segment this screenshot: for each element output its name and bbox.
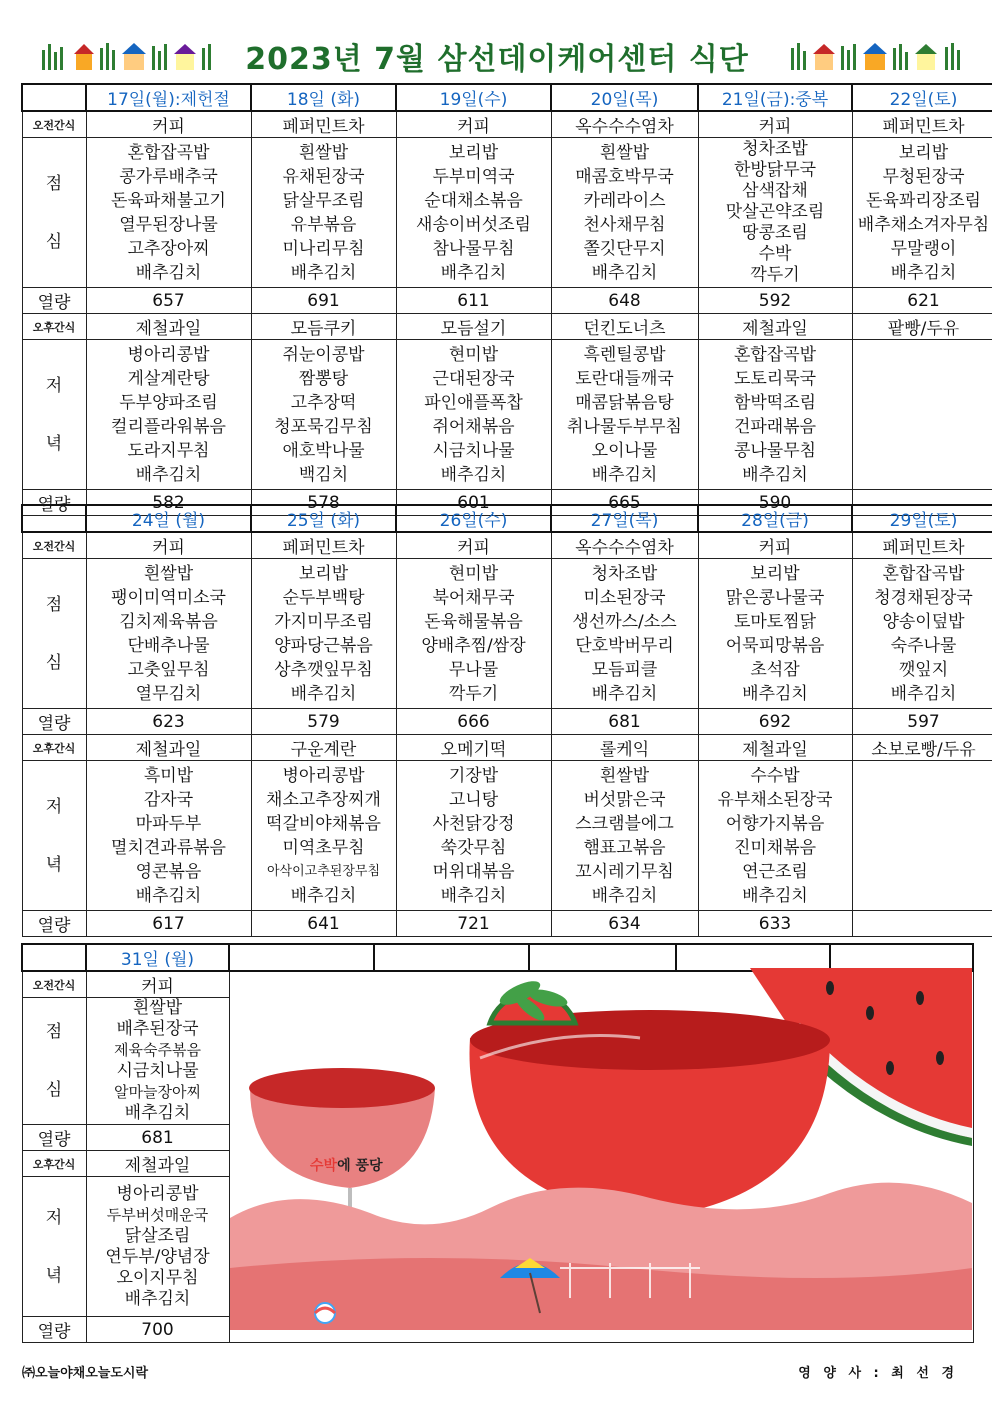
lunch-calorie: 657 [86, 288, 251, 314]
page-title: 2023년 7월 삼선데이케어센터 식단 [245, 42, 749, 77]
dinner-menu: 흰쌀밥 버섯맑은국 스크램블에그 햄표고볶음 꼬시레기무침 배추김치 [551, 761, 698, 911]
pm-snack-label: 오후간식 [22, 1151, 86, 1177]
dinner-calorie: 721 [396, 911, 551, 937]
dinner-calorie: 641 [251, 911, 396, 937]
day-header: 17일(월):제헌절 [86, 84, 251, 111]
calorie-label: 열량 [22, 911, 86, 937]
dinner-label: 저 녁 [22, 340, 86, 490]
lunch-menu: 청차조밥 미소된장국 생선까스/소스 단호박버무리 모듬피클 배추김치 [551, 559, 698, 709]
am-snack: 커피 [86, 971, 229, 998]
dinner-label: 저 녁 [22, 761, 86, 911]
dinner-menu: 흑미밥 감자국 마파두부 멸치견과류볶음 영콘볶음 배추김치 [86, 761, 251, 911]
lunch-menu: 혼합잡곡밥 콩가루배추국 돈육파채불고기 열무된장나물 고추장아찌 배추김치 [86, 138, 251, 288]
lunch-menu: 보리밥 맑은콩나물국 토마토찜닭 어묵피망볶음 초석잠 배추김치 [698, 559, 852, 709]
header [20, 30, 974, 76]
week-1-table [21, 83, 992, 516]
dinner-menu: 흑렌틸콩밥 토란대들깨국 매콤닭볶음탕 취나물두부무침 오이나물 배추김치 [551, 340, 698, 490]
beach-ball-icon [315, 1303, 335, 1323]
day-header: 24일 (월) [86, 505, 251, 532]
lunch-calorie: 681 [86, 1125, 229, 1151]
day-header: 28일(금) [698, 505, 852, 532]
dinner-calorie: 634 [551, 911, 698, 937]
calorie-label: 열량 [22, 288, 86, 314]
lunch-calorie: 579 [251, 709, 396, 735]
dinner-calorie: 582 [86, 490, 251, 516]
calorie-label: 열량 [22, 1317, 86, 1343]
caption-rest: 에 풍당 [337, 1158, 383, 1174]
lunch-menu: 흰쌀밥 매콤호박무국 카레라이스 천사채무침 쫄깃단무지 배추김치 [551, 138, 698, 288]
am-snack: 커피 [698, 111, 852, 138]
dinner-calorie: 665 [551, 490, 698, 516]
am-snack: 페퍼민트차 [251, 532, 396, 559]
day-header: 19일(수) [396, 84, 551, 111]
day-header: 27일(목) [551, 505, 698, 532]
watermelon-illustration [230, 968, 972, 1330]
am-snack-label: 오전간식 [22, 971, 86, 998]
dinner-calorie: 590 [698, 490, 852, 516]
lunch-calorie: 692 [698, 709, 852, 735]
village-decoration-icon [787, 38, 962, 72]
day-header: 22일(토) [852, 84, 992, 111]
lunch-menu: 보리밥 무청된장국 돈육꽈리장조림 배추채소겨자무침 무말랭이 배추김치 [852, 138, 992, 288]
corner-cell [22, 505, 86, 532]
empty-day-header [229, 944, 374, 971]
dietitian-name: 영 양 사 : 최 선 경 [798, 1366, 958, 1381]
lunch-menu: 흰쌀밥 유채된장국 닭살무조림 유부볶음 미나리무침 배추김치 [251, 138, 396, 288]
corner-cell [22, 944, 86, 971]
juice-glass-icon [249, 1068, 435, 1223]
caption-highlight: 수박 [310, 1158, 338, 1174]
pm-snack: 제철과일 [86, 735, 251, 761]
company-name: ㈜오늘야채오늘도시락 [22, 1366, 149, 1381]
empty-day-header [676, 944, 830, 971]
svg-text:수박에 풍당 [310, 1157, 383, 1174]
dinner-menu: 병아리콩밥 게살계란탕 두부양파조림 컬리플라워볶음 도라지무침 배추김치 [86, 340, 251, 490]
calorie-label: 열량 [22, 1125, 86, 1151]
lunch-calorie: 623 [86, 709, 251, 735]
lunch-menu: 혼합잡곡밥 청경채된장국 양송이덮밥 숙주나물 깻잎지 배추김치 [852, 559, 992, 709]
lunch-menu: 현미밥 북어채무국 돈육해물볶음 양배추찜/쌈장 무나물 깍두기 [396, 559, 551, 709]
lunch-calorie: 611 [396, 288, 551, 314]
dinner-menu: 혼합잡곡밥 도토리묵국 함박떡조림 건파래볶음 콩나물무침 배추김치 [698, 340, 852, 490]
day-header: 26일(수) [396, 505, 551, 532]
am-snack: 커피 [396, 532, 551, 559]
pm-snack: 제철과일 [86, 314, 251, 340]
pm-snack: 제철과일 [698, 735, 852, 761]
am-snack: 페퍼민트차 [852, 532, 992, 559]
lunch-menu: 청차조밥 한방닭무국 삼색잡채 맛살곤약조림 땅콩조림 수박 깍두기 [698, 138, 852, 288]
dinner-menu: 병아리콩밥 두부버섯매운국 닭살조림 연두부/양념장 오이지무침 배추김치 [86, 1177, 229, 1317]
calorie-label: 열량 [22, 709, 86, 735]
dinner-menu: 기장밥 고니탕 사천닭강정 쑥갓무침 머위대볶음 배추김치 [396, 761, 551, 911]
am-snack: 옥수수수염차 [551, 111, 698, 138]
am-snack: 페퍼민트차 [852, 111, 992, 138]
pm-snack-label: 오후간식 [22, 735, 86, 761]
dinner-menu: 쥐눈이콩밥 짬뽕탕 고추장떡 청포묵김무침 애호박나물 백김치 [251, 340, 396, 490]
corner-cell [22, 84, 86, 111]
empty-day-header [374, 944, 529, 971]
dinner-calorie [852, 911, 992, 937]
pm-snack: 팥빵/두유 [852, 314, 992, 340]
dinner-menu: 현미밥 근대된장국 파인애플폭찹 쥐어채볶음 시금치나물 배추김치 [396, 340, 551, 490]
dinner-menu-empty [852, 761, 992, 911]
dinner-calorie: 633 [698, 911, 852, 937]
lunch-menu: 보리밥 두부미역국 순대채소볶음 새송이버섯조림 참나물무침 배추김치 [396, 138, 551, 288]
pm-snack: 모듬쿠키 [251, 314, 396, 340]
am-snack: 페퍼민트차 [251, 111, 396, 138]
pm-snack-label: 오후간식 [22, 314, 86, 340]
lunch-label: 점 심 [22, 998, 86, 1125]
am-snack: 커피 [698, 532, 852, 559]
lunch-label: 점 심 [22, 138, 86, 288]
pm-snack: 롤케익 [551, 735, 698, 761]
dinner-calorie: 617 [86, 911, 251, 937]
pm-snack: 구운계란 [251, 735, 396, 761]
dinner-calorie: 601 [396, 490, 551, 516]
dinner-menu: 병아리콩밥 채소고추장찌개 떡갈비야채볶음 미역초무침 아삭이고추된장무침 배추김치 [251, 761, 396, 911]
dinner-label: 저 녁 [22, 1177, 86, 1317]
day-header: 18일 (화) [251, 84, 396, 111]
pm-snack: 던킨도너츠 [551, 314, 698, 340]
am-snack: 커피 [86, 111, 251, 138]
calorie-label: 열량 [22, 490, 86, 516]
day-header: 25일 (화) [251, 505, 396, 532]
lunch-calorie: 681 [551, 709, 698, 735]
pm-snack: 제철과일 [86, 1151, 229, 1177]
lunch-calorie: 597 [852, 709, 992, 735]
dinner-calorie: 700 [86, 1317, 229, 1343]
am-snack-label: 오전간식 [22, 532, 86, 559]
lunch-label: 점 심 [22, 559, 86, 709]
pm-snack: 소보로빵/두유 [852, 735, 992, 761]
day-header: 21일(금):중복 [698, 84, 852, 111]
lunch-menu: 흰쌀밥 배추된장국 제육숙주볶음 시금치나물 알마늘장아찌 배추김치 [86, 998, 229, 1125]
pm-snack: 모듬설기 [396, 314, 551, 340]
dinner-calorie: 578 [251, 490, 396, 516]
lunch-calorie: 691 [251, 288, 396, 314]
dinner-menu: 수수밥 유부채소된장국 어향가지볶음 진미채볶음 연근조림 배추김치 [698, 761, 852, 911]
pm-snack: 오메기떡 [396, 735, 551, 761]
am-snack-label: 오전간식 [22, 111, 86, 138]
day-header: 29일(토) [852, 505, 992, 532]
empty-day-header [529, 944, 676, 971]
empty-day-header [830, 944, 973, 971]
am-snack: 커피 [86, 532, 251, 559]
pm-snack: 제철과일 [698, 314, 852, 340]
day-header: 20일(목) [551, 84, 698, 111]
week-2-table [21, 504, 992, 937]
lunch-calorie: 621 [852, 288, 992, 314]
lunch-calorie: 648 [551, 288, 698, 314]
lunch-menu: 흰쌀밥 팽이미역미소국 김치제육볶음 단배추나물 고춧잎무침 열무김치 [86, 559, 251, 709]
lunch-calorie: 592 [698, 288, 852, 314]
am-snack: 옥수수수염차 [551, 532, 698, 559]
dinner-menu-empty [852, 340, 992, 490]
lunch-calorie: 666 [396, 709, 551, 735]
lunch-menu: 보리밥 순두부백탕 가지미무조림 양파당근볶음 상추깻잎무침 배추김치 [251, 559, 396, 709]
am-snack: 커피 [396, 111, 551, 138]
day-header: 31일 (월) [86, 944, 229, 971]
